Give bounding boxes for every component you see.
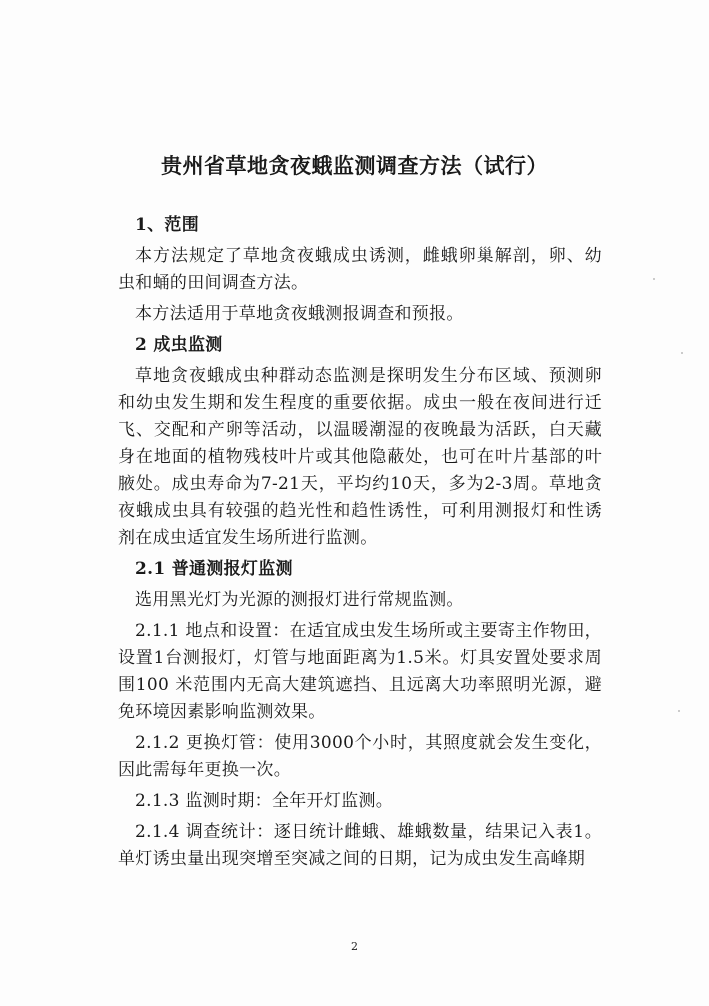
scan-speck: [678, 710, 680, 712]
document-title: 贵州省草地贪夜蛾监测调查方法（试行）: [161, 153, 548, 178]
paragraph: 本方法适用于草地贪夜蛾测报调查和预报。: [135, 304, 464, 324]
page-number: 2: [351, 940, 358, 953]
paragraph: 2.1.3 监测时期：全年开灯监测。: [135, 791, 394, 811]
paragraph: 本方法规定了草地贪夜蛾成虫诱测，雌蛾卵巢解剖，卵、幼虫和蛹的田间调查方法。: [118, 246, 602, 293]
section-heading-light-trap: 2.1 普通测报灯监测: [135, 559, 293, 579]
section-heading-scope: 1、范围: [135, 215, 200, 235]
paragraph: 2.1.4 调查统计：逐日统计雌蛾、雄蛾数量，结果记入表1。单灯诱虫量出现突增至突减之间的日期，记为成虫发生高峰期: [118, 822, 602, 869]
paragraph: 2.1.2 更换灯管：使用3000个小时，其照度就会发生变化，因此需每年更换一次。: [118, 733, 602, 780]
section-heading-adult-monitoring: 2 成虫监测: [135, 335, 223, 355]
paragraph: 选用黑光灯为光源的测报灯进行常规监测。: [135, 590, 464, 610]
scan-speck: [653, 278, 655, 280]
document-body: [118, 212, 602, 877]
paragraph: 2.1.1 地点和设置：在适宜成虫发生场所或主要寄主作物田，设置1台测报灯，灯管与地面距离为1.5米。灯具安置处要求周围100 米范围内无高大建筑遮挡、且远离大功率照明光源，避免环境因素影响监测效果。: [118, 621, 602, 722]
paragraph: 草地贪夜蛾成虫种群动态监测是探明发生分布区域、预测卵和幼虫发生期和发生程度的重要依据。成虫一般在夜间进行迁飞、交配和产卵等活动，以温暖潮湿的夜晚最为活跃，白天藏身在地面的植物残枝叶片或其他隐蔽处，也可在叶片基部的叶腋处。成虫寿命为7-21天，平均约10天，多为2-3周。草地贪夜蛾成虫具有较强的趋光性和趋性诱性，可利用测报灯和性诱剂在成虫适宜发生场所进行监测。: [118, 366, 602, 548]
scan-speck: [681, 352, 683, 354]
